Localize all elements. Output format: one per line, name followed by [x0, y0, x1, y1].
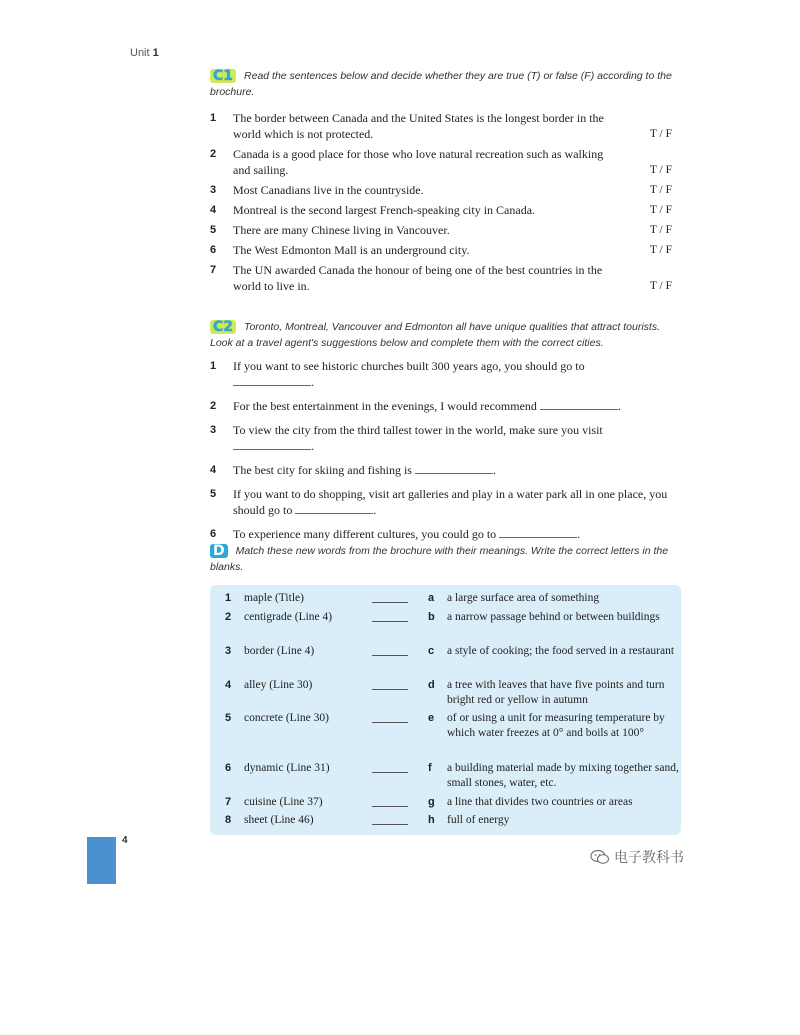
meaning-letter: e: [428, 712, 435, 724]
c1-question-text: Canada is a good place for those who love natural recreation such as walking and sailing.: [233, 147, 604, 177]
answer-blank[interactable]: [499, 526, 577, 538]
c2-question-before: For the best entertainment in the evenings, I would recommend: [233, 399, 537, 413]
c1-question-text: The West Edmonton Mall is an underground city.: [233, 243, 470, 257]
meaning-letter: d: [428, 679, 435, 691]
c2-question-after: .: [492, 463, 496, 477]
c1-question-text: There are many Chinese living in Vancouver.: [233, 223, 450, 237]
c2-question-after: .: [617, 399, 621, 413]
answer-blank[interactable]: [233, 438, 311, 450]
vocab-word: centigrade (Line 4): [244, 611, 333, 623]
word-number: 5: [225, 712, 232, 724]
word-number: 7: [225, 796, 232, 808]
unit-label: [130, 47, 159, 59]
c2-question-before: If you want to do shopping, visit art galleries and play in a water park all in one place, you should go to: [233, 487, 668, 517]
c1-question-text: Most Canadians live in the countryside.: [233, 183, 424, 197]
meaning-letter: a: [428, 592, 435, 604]
c2-question: [210, 358, 680, 390]
d-instructions-text: Match these new words from the brochure with their meanings. Write the correct letters in the blanks.: [210, 545, 669, 573]
c2-question-before: To experience many different cultures, you could go to: [233, 527, 497, 541]
c2-question: [210, 526, 680, 542]
word-number: 1: [225, 592, 232, 604]
c1-question-number: 3: [210, 184, 217, 196]
answer-blank[interactable]: [415, 462, 493, 474]
word-number: 2: [225, 611, 232, 623]
answer-blank[interactable]: [372, 824, 408, 825]
c1-question-text: The border between Canada and the United States is the longest border in the world which is not protected.: [233, 111, 604, 141]
c2-question-text: [233, 358, 678, 390]
true-false-choice[interactable]: T / F: [649, 204, 672, 216]
c1-question-number: 4: [210, 204, 217, 216]
c2-question-number: 4: [210, 464, 217, 476]
word-number: 6: [225, 762, 232, 774]
meaning-text: of or using a unit for measuring temperature by which water freezes at 0° and boils at 100°: [447, 712, 665, 739]
true-false-choice[interactable]: T / F: [649, 244, 672, 256]
meaning-letter: h: [428, 814, 435, 826]
c2-instructions-text: Toronto, Montreal, Vancouver and Edmonton all have unique qualities that attract tourists. Look at a travel agent's suggestions below and complete them with the correct cities.: [210, 321, 660, 349]
word-number: 8: [225, 814, 232, 826]
c2-question-after: .: [311, 375, 314, 389]
c2-question-text: [233, 422, 678, 454]
vocab-word: sheet (Line 46): [244, 814, 314, 826]
vocab-word: concrete (Line 30): [244, 712, 329, 724]
c1-question: [210, 202, 680, 218]
meaning-letter: b: [428, 611, 435, 623]
true-false-choice[interactable]: T / F: [649, 128, 672, 140]
c1-question-number: 2: [210, 148, 217, 160]
answer-blank[interactable]: [372, 689, 408, 690]
meaning-text: a narrow passage behind or between buildings: [447, 611, 660, 623]
unit-word: Unit: [130, 47, 150, 59]
c2-question: [210, 398, 680, 414]
answer-blank[interactable]: [372, 621, 408, 622]
answer-blank[interactable]: [372, 806, 408, 807]
c1-question-list: [210, 110, 680, 298]
meaning-text: a building material made by mixing together sand, small stones, water, etc.: [447, 762, 679, 789]
c2-question-after: .: [311, 439, 314, 453]
word-number: 4: [225, 679, 232, 691]
c2-question-after: .: [577, 527, 581, 541]
c1-badge: C1: [210, 69, 236, 83]
c1-question-number: 1: [210, 112, 217, 124]
c1-question: [210, 146, 680, 178]
unit-number: 1: [152, 47, 159, 59]
meaning-text: a style of cooking; the food served in a restaurant: [447, 645, 675, 657]
c2-question-before: If you want to see historic churches built 300 years ago, you should go to: [233, 359, 585, 373]
c1-question: [210, 110, 680, 142]
meaning-letter: g: [428, 796, 435, 808]
true-false-choice[interactable]: T / F: [649, 280, 672, 292]
page-number: 4: [122, 835, 128, 846]
answer-blank[interactable]: [372, 722, 408, 723]
wechat-icon: [590, 849, 610, 865]
true-false-choice[interactable]: T / F: [649, 224, 672, 236]
word-number: 3: [225, 645, 232, 657]
c2-question-text: [233, 526, 678, 542]
answer-blank[interactable]: [233, 374, 311, 386]
c1-instructions-text: Read the sentences below and decide whether they are true (T) or false (F) according to the brochure.: [210, 70, 672, 98]
watermark-text: 电子教科书: [614, 850, 684, 866]
true-false-choice[interactable]: T / F: [649, 164, 672, 176]
c1-instructions: [210, 68, 680, 100]
c2-question-text: [233, 462, 678, 478]
true-false-choice[interactable]: T / F: [649, 184, 672, 196]
meaning-letter: f: [428, 762, 432, 774]
d-instructions: [210, 543, 680, 575]
meaning-text: a line that divides two countries or areas: [447, 796, 633, 808]
vocab-word: maple (Title): [244, 592, 304, 604]
c2-question-number: 3: [210, 424, 217, 436]
c1-question-number: 5: [210, 224, 217, 236]
c1-question: [210, 222, 680, 238]
c1-question: [210, 182, 680, 198]
c1-question-text: The UN awarded Canada the honour of being one of the best countries in the world to live in.: [233, 263, 603, 293]
c2-question-text: [233, 486, 678, 518]
c2-question-number: 2: [210, 400, 217, 412]
meaning-letter: c: [428, 645, 435, 657]
vocab-word: cuisine (Line 37): [244, 796, 323, 808]
matching-box: [210, 585, 681, 835]
meaning-text: a tree with leaves that have five points and turn bright red or yellow in autumn: [447, 679, 665, 706]
c1-question: [210, 262, 680, 294]
c2-question-number: 6: [210, 528, 217, 540]
c2-question: [210, 462, 680, 478]
c2-question-list: [210, 358, 680, 550]
c1-question-number: 6: [210, 244, 217, 256]
c2-instructions: [210, 319, 680, 351]
answer-blank[interactable]: [372, 602, 408, 603]
meaning-text: a large surface area of something: [447, 592, 600, 604]
meaning-text: full of energy: [447, 814, 510, 826]
c2-question: [210, 422, 680, 454]
answer-blank[interactable]: [372, 772, 408, 773]
page-tab-decoration: [87, 837, 116, 884]
vocab-word: dynamic (Line 31): [244, 762, 330, 774]
answer-blank[interactable]: [540, 398, 618, 410]
d-badge: D: [210, 544, 228, 558]
vocab-word: border (Line 4): [244, 645, 315, 657]
c2-question-text: [233, 398, 678, 414]
c2-question-number: 5: [210, 488, 217, 500]
watermark: [590, 847, 684, 867]
c1-question: [210, 242, 680, 258]
c2-question-before: To view the city from the third tallest tower in the world, make sure you visit: [233, 423, 603, 437]
c2-question-number: 1: [210, 360, 217, 372]
c2-badge: C2: [210, 320, 236, 334]
c1-question-number: 7: [210, 264, 217, 276]
c2-question-after: .: [373, 503, 377, 517]
vocab-word: alley (Line 30): [244, 679, 313, 691]
c2-question-before: The best city for skiing and fishing is: [233, 463, 412, 477]
c1-question-text: Montreal is the second largest French-speaking city in Canada.: [233, 203, 536, 217]
answer-blank[interactable]: [295, 502, 373, 514]
answer-blank[interactable]: [372, 655, 408, 656]
c2-question: [210, 486, 680, 518]
